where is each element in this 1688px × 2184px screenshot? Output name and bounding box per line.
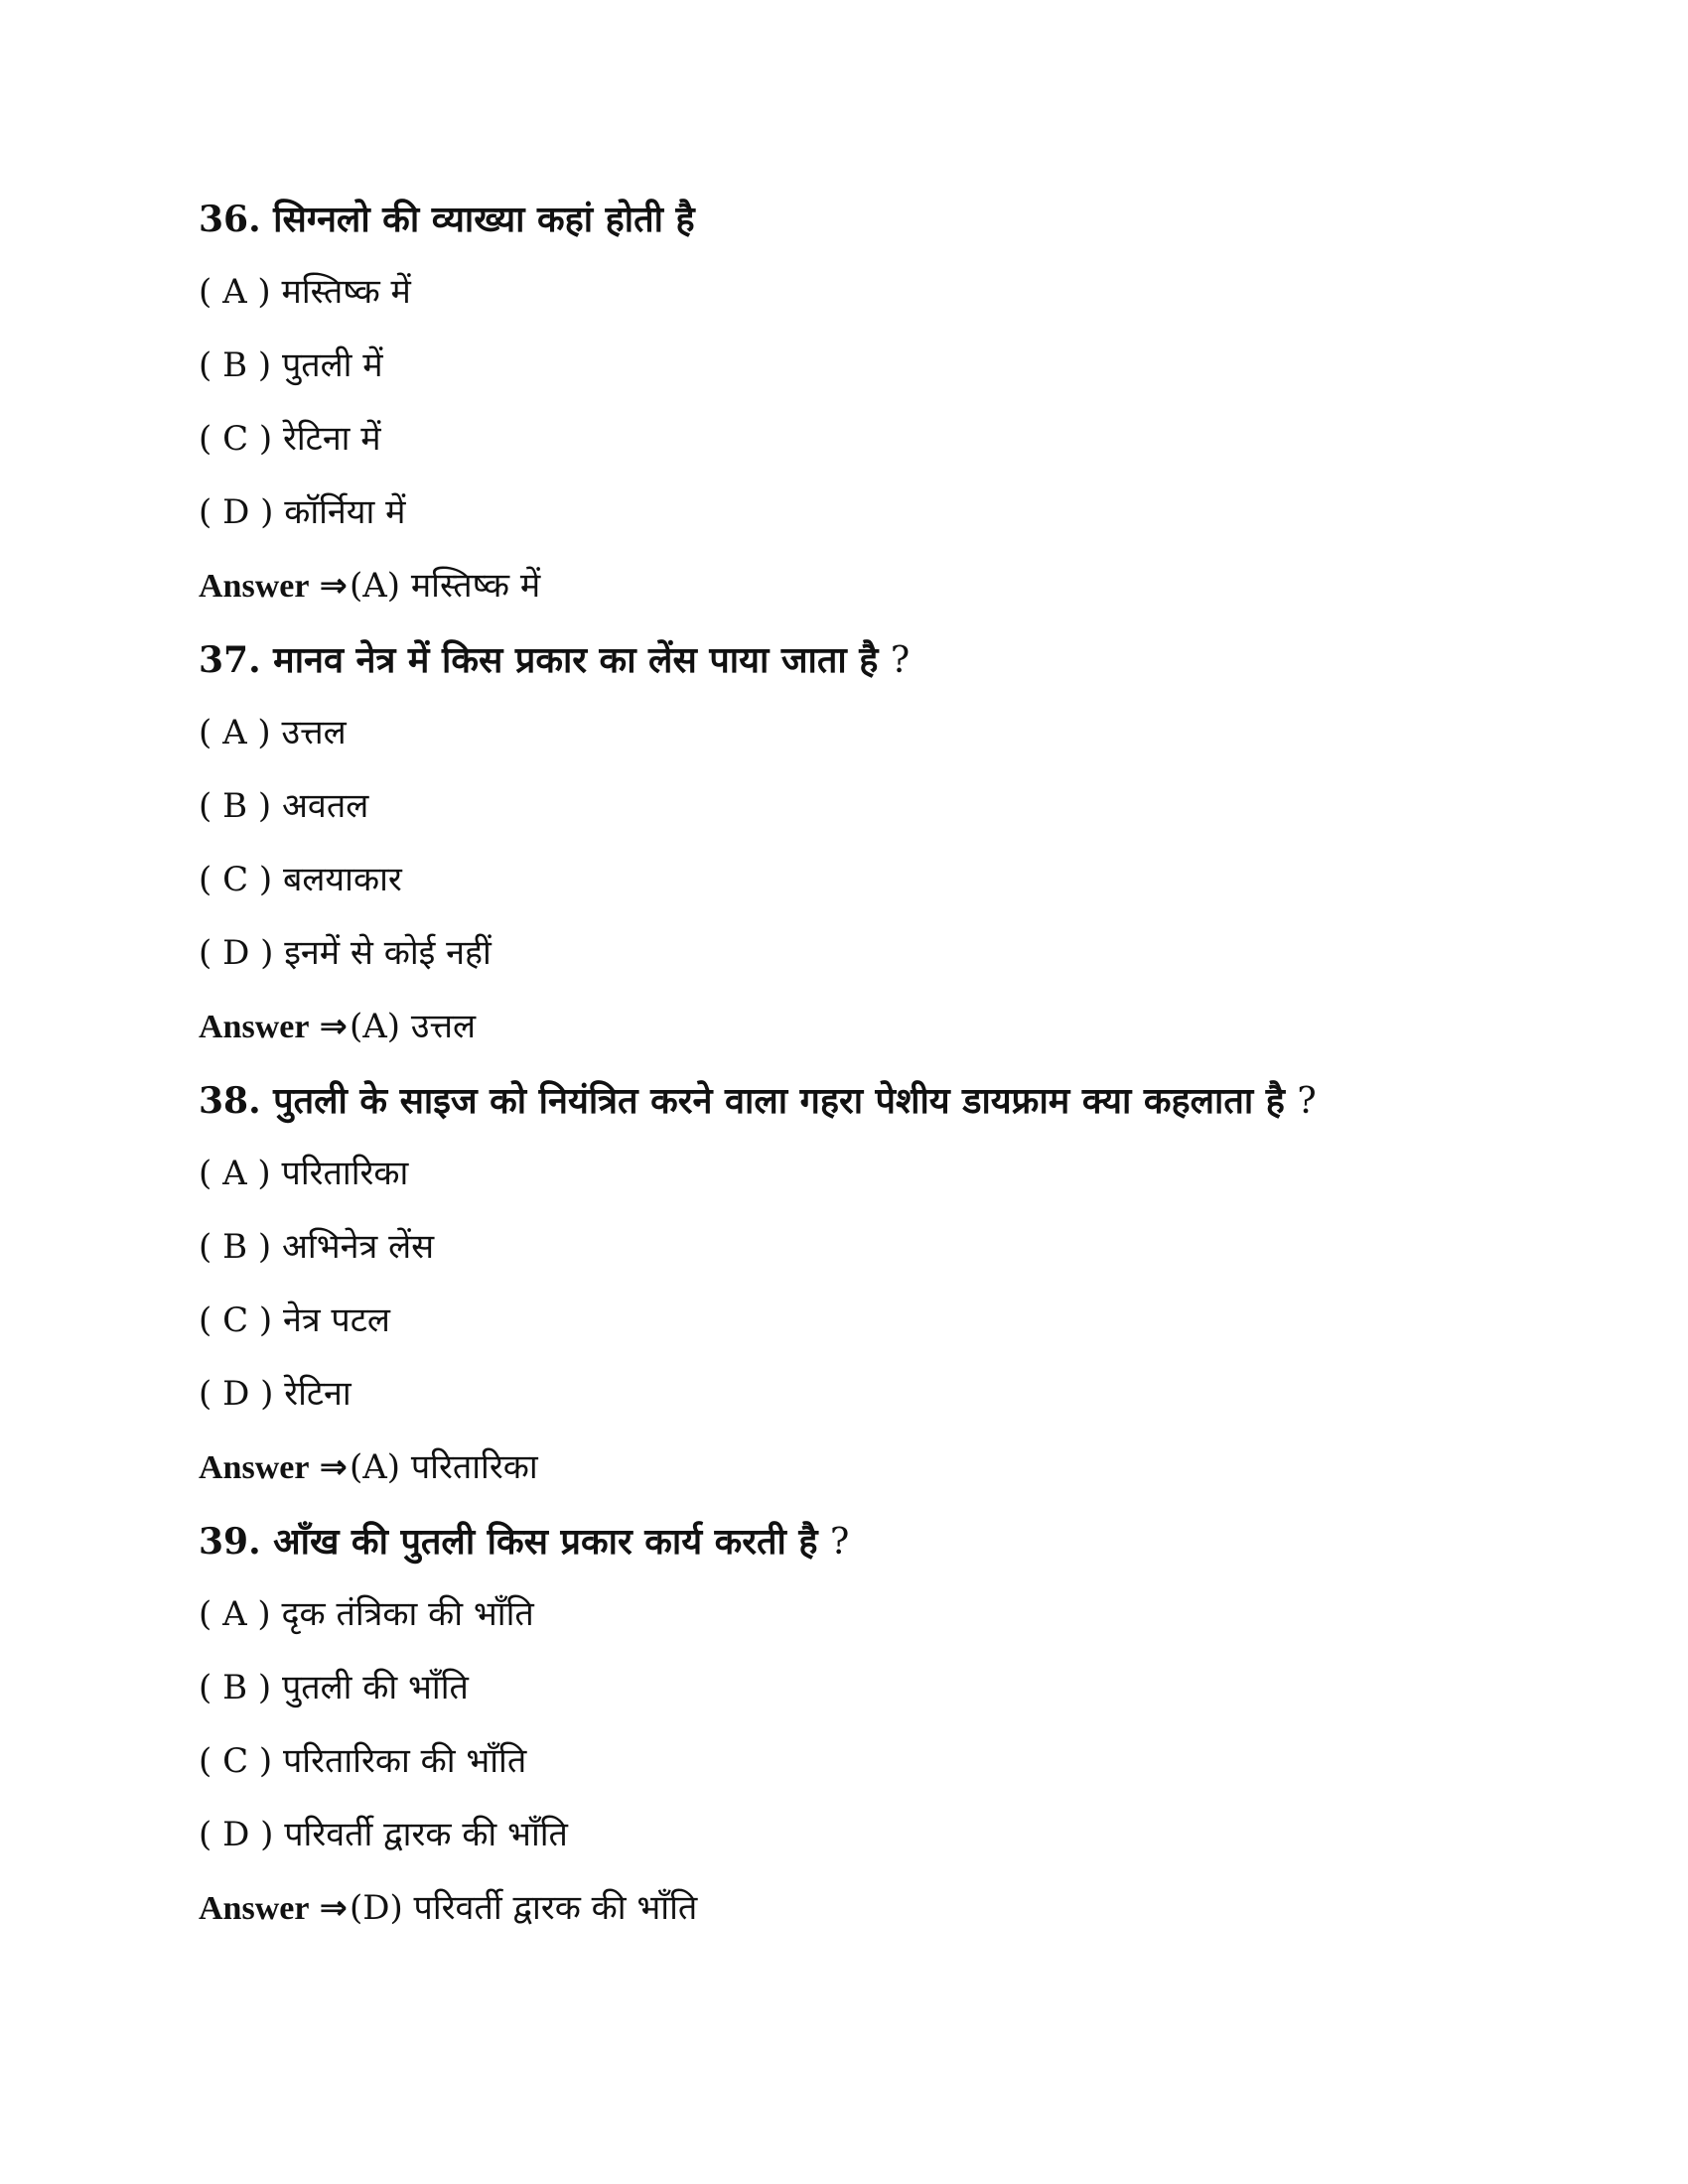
answer-label: Answer	[199, 1890, 310, 1927]
option-d: ( D ) परिवर्ती द्वारक की भाँति	[199, 1815, 568, 1854]
question-label: 39. आँख की पुतली किस प्रकार कार्य करती है	[199, 1521, 818, 1563]
question-mark: ?	[1297, 1081, 1317, 1122]
option-d: ( D ) रेटिना	[199, 1374, 352, 1414]
option-b: ( B ) अवतल	[199, 786, 369, 826]
option-c: ( C ) रेटिना में	[199, 419, 381, 459]
answer-text: (A) उत्तल	[349, 1007, 477, 1046]
option-b: ( B ) पुतली में	[199, 345, 383, 385]
question-label: 38. पुतली के साइज को नियंत्रित करने वाला गहरा पेशीय डायफ्राम क्या कहलाता है	[199, 1080, 1285, 1122]
answer-line	[199, 1888, 697, 1930]
option-c: ( C ) बलयाकार	[199, 860, 402, 899]
question-mark: ?	[890, 640, 911, 681]
question-text	[199, 1080, 1317, 1123]
answer-line	[199, 1007, 476, 1048]
arrow-icon: ⇒	[319, 1447, 348, 1487]
answer-text: (A) मस्तिष्क में	[349, 566, 541, 606]
option-d: ( D ) इनमें से कोई नहीं	[199, 933, 492, 973]
question-label: 36. सिग्नलो की व्याख्या कहां होती है	[199, 199, 695, 240]
option-c: ( C ) नेत्र पटल	[199, 1300, 390, 1340]
question-text	[199, 1521, 849, 1564]
arrow-icon: ⇒	[319, 566, 348, 606]
answer-text: (A) परितारिका	[349, 1447, 538, 1487]
answer-line	[199, 566, 540, 608]
answer-label: Answer	[199, 1009, 310, 1045]
option-a: ( A ) उत्तल	[199, 713, 347, 752]
option-a: ( A ) मस्तिष्क में	[199, 272, 411, 312]
option-c: ( C ) परितारिका की भाँति	[199, 1741, 527, 1781]
answer-label: Answer	[199, 1449, 310, 1486]
option-a: ( A ) दृक तंत्रिका की भाँति	[199, 1594, 534, 1634]
option-b: ( B ) पुतली की भाँति	[199, 1668, 469, 1707]
option-b: ( B ) अभिनेत्र लेंस	[199, 1227, 435, 1267]
answer-line	[199, 1447, 538, 1489]
answer-text: (D) परिवर्ती द्वारक की भाँति	[349, 1888, 698, 1928]
question-label: 37. मानव नेत्र में किस प्रकार का लेंस पाया जाता है	[199, 639, 879, 681]
question-mark: ?	[830, 1522, 850, 1563]
option-d: ( D ) कॉर्निया में	[199, 492, 406, 532]
arrow-icon: ⇒	[319, 1888, 348, 1928]
option-a: ( A ) परितारिका	[199, 1154, 409, 1193]
answer-label: Answer	[199, 568, 310, 605]
question-text	[199, 199, 695, 241]
arrow-icon: ⇒	[319, 1007, 348, 1046]
question-text	[199, 639, 910, 682]
